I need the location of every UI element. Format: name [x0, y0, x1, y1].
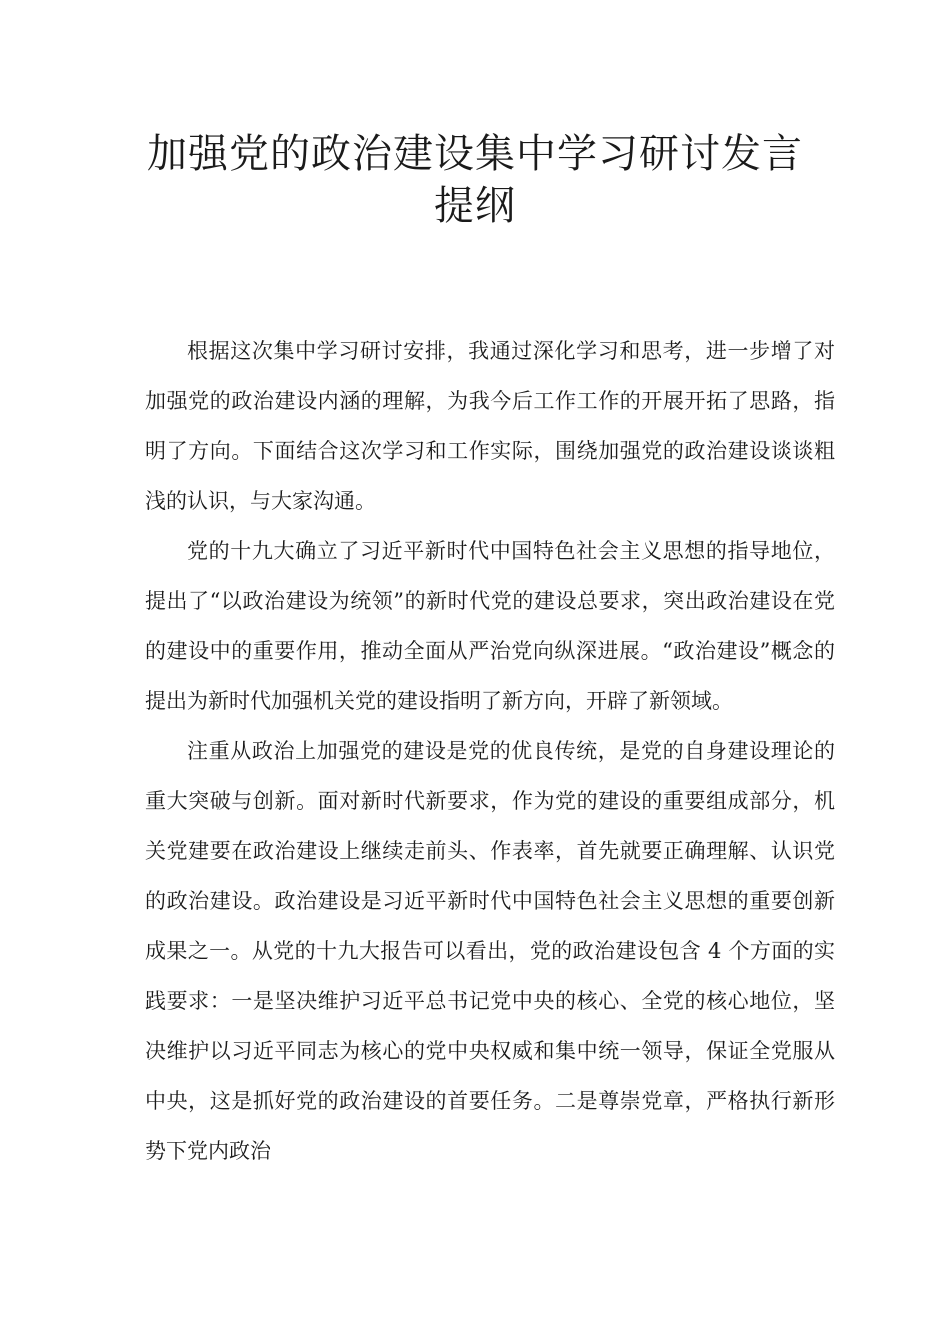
- paragraph-1: 根据这次集中学习研讨安排，我通过深化学习和思考，进一步增了对加强党的政治建设内涵的理解，为我今后工作工作的开展开拓了思路，指明了方向。下面结合这次学习和工作实际，围绕加强党的政治建设谈谈粗浅的认识，与大家沟通。: [145, 339, 835, 513]
- document-title: 加强党的政治建设集中学习研讨发言提纲: [147, 131, 803, 229]
- paragraph-3: 注重从政治上加强党的建设是党的优良传统，是党的自身建设理论的重大突破与创新。面对新时代新要求，作为党的建设的重要组成部分，机关党建要在政治建设上继续走前头、作表率，首先就要正确理解、认识党的政治建设。政治建设是习近平新时代中国特色社会主义思想的重要创新成果之一。从党的十九大报告可以看出，党的政治建设包含 4 个方面的实践要求：一是坚决维护习近平总书记党中央的核心、全党的核心地位，坚决维护以习近平同志为核心的党中央权威和集中统一领导，保证全党服从中央，这是抓好党的政治建设的首要任务。二是尊崇党章，严格执行新形势下党内政治: [145, 739, 835, 1163]
- paragraph-2: 党的十九大确立了习近平新时代中国特色社会主义思想的指导地位，提出了“以政治建设为统领”的新时代党的建设总要求，突出政治建设在党的建设中的重要作用，推动全面从严治党向纵深进展。“政治建设”概念的提出为新时代加强机关党的建设指明了新方向，开辟了新领域。: [145, 539, 835, 713]
- document-body: [145, 326, 835, 1176]
